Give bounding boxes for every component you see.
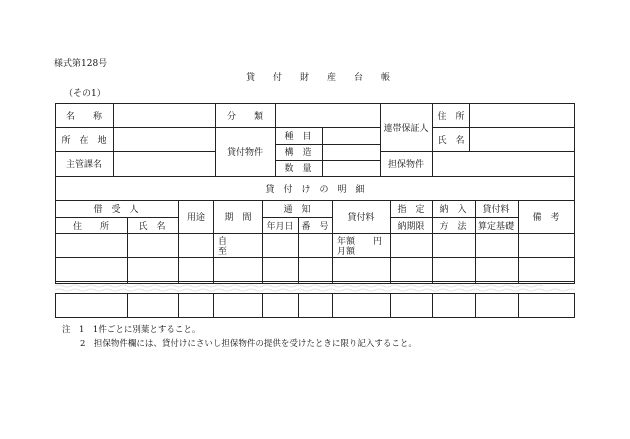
label-payment-1: 納 入	[439, 205, 467, 215]
label-remarks: 備 考	[532, 213, 560, 223]
label-quantity: 数 量	[284, 164, 312, 174]
label-usage: 用途	[186, 213, 206, 223]
label-structure: 構 造	[284, 148, 312, 158]
label-lease-details: 貸 付 け の 明 細	[265, 185, 365, 195]
label-guarantor: 連帯保証人	[383, 124, 429, 134]
label-notice-date: 年月日	[266, 222, 294, 232]
label-kind: 種 目	[284, 132, 312, 142]
label-notice: 通 知	[283, 205, 311, 215]
label-rent-basis-2: 算定基礎	[477, 222, 515, 232]
label-due-1: 指 定	[397, 205, 425, 215]
part-label: （その1）	[64, 89, 106, 99]
label-to: 至	[218, 247, 228, 257]
label-classification: 分 類	[226, 112, 264, 122]
label-borrower: 借 受 人	[93, 205, 139, 215]
label-address: 住 所	[437, 112, 465, 122]
label-full-name: 氏 名	[437, 136, 465, 146]
label-annual-amount: 年額 円	[337, 237, 383, 247]
page-title: 貸付財産台帳	[246, 73, 409, 83]
label-borrower-address: 住 所	[72, 222, 110, 232]
label-monthly-amount: 月額	[337, 247, 356, 257]
label-due-2: 納期限	[397, 222, 425, 232]
label-rent-basis-1: 貸付料	[482, 205, 510, 215]
label-lease-property: 貸付物件	[226, 148, 264, 158]
label-department: 主管課名	[65, 160, 103, 170]
label-payment-2: 方 法	[439, 222, 467, 232]
label-from: 自	[218, 237, 228, 247]
label-period: 期 間	[224, 213, 252, 223]
label-name: 名 称	[65, 112, 103, 122]
label-notice-number: 番 号	[301, 222, 329, 232]
label-rent: 貸付料	[347, 213, 375, 223]
label-borrower-name: 氏 名	[138, 222, 166, 232]
note-1: 注 1 1件ごとに別葉とすること。	[62, 325, 201, 335]
note-2: 2 担保物件欄には、貸付けにさいし担保物件の提供を受けたときに限り記入すること。	[80, 339, 417, 349]
form-number: 様式第128号	[54, 59, 108, 69]
label-location: 所 在 地	[61, 136, 107, 146]
label-collateral: 担保物件	[387, 160, 425, 170]
